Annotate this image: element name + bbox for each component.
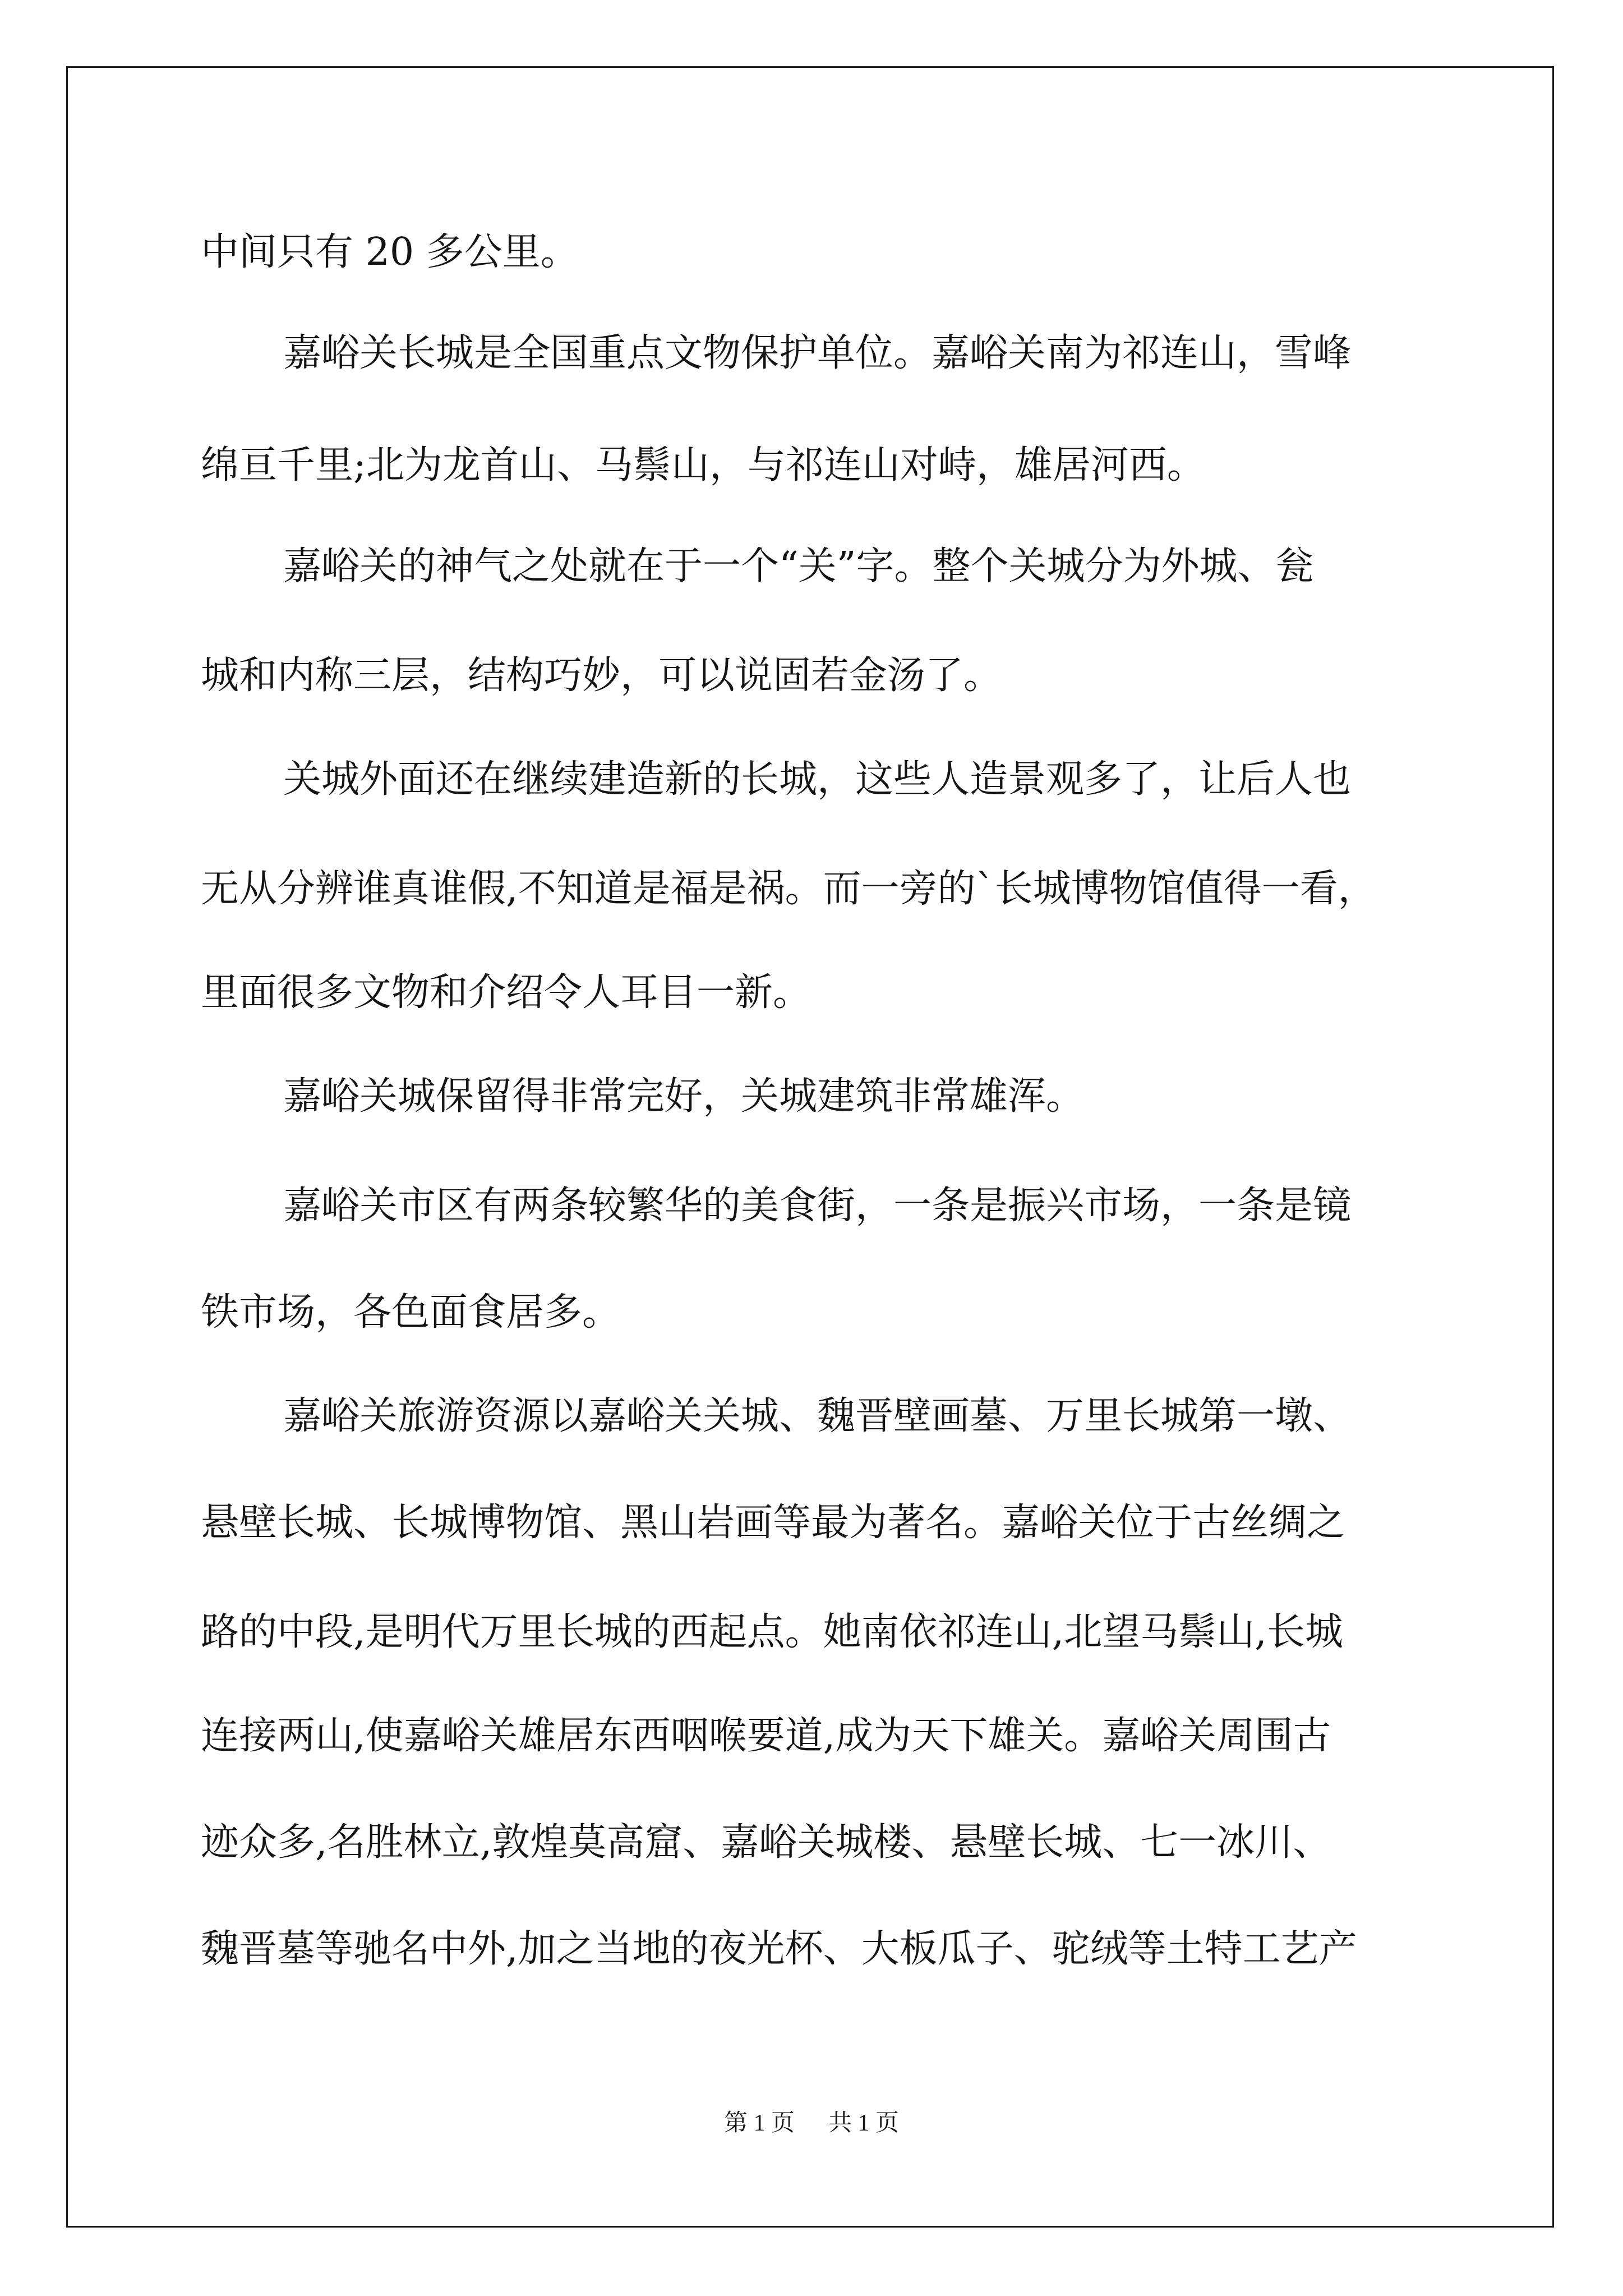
page-number-current: 第 1 页 — [723, 2110, 795, 2136]
text-line-16: 迹众多,名胜林立,敦煌莫高窟、嘉峪关城楼、悬壁长城、七一冰川、 — [201, 1820, 1331, 1865]
text-line-14: 路的中段,是明代万里长城的西起点。她南依祁连山,北望马鬃山,长城 — [201, 1610, 1343, 1654]
text-line-9: 嘉峪关城保留得非常完好，关城建筑非常雄浑。 — [283, 1074, 1085, 1119]
text-line-17: 魏晋墓等驰名中外,加之当地的夜光杯、大板瓜子、驼绒等土特工艺产 — [201, 1927, 1357, 1971]
text-line-3: 绵亘千里;北为龙首山、马鬃山，与祁连山对峙，雄居河西。 — [201, 443, 1205, 487]
page-number-total: 共 1 页 — [828, 2110, 900, 2136]
text-line-7: 无从分辨谁真谁假,不知道是福是祸。而一旁的`长城博物馆值得一看， — [201, 867, 1376, 911]
page-border — [66, 66, 1554, 2228]
text-line-4: 嘉峪关的神气之处就在于一个“关”字。整个关城分为外城、瓮 — [283, 544, 1314, 588]
text-line-12: 嘉峪关旅游资源以嘉峪关关城、魏晋壁画墓、万里长城第一墩、 — [283, 1394, 1352, 1438]
text-line-6: 关城外面还在继续建造新的长城，这些人造景观多了，让后人也 — [283, 757, 1352, 802]
page-footer — [0, 2109, 1623, 2137]
text-line-13: 悬壁长城、长城博物馆、黑山岩画等最为著名。嘉峪关位于古丝绸之 — [201, 1501, 1345, 1545]
text-line-15: 连接两山,使嘉峪关雄居东西咽喉要道,成为天下雄关。嘉峪关周围古 — [201, 1714, 1331, 1758]
text-line-1: 中间只有 20 多公里。 — [201, 230, 579, 274]
text-line-11: 铁市场，各色面食居多。 — [201, 1290, 621, 1335]
text-line-8: 里面很多文物和介绍令人耳目一新。 — [201, 970, 811, 1015]
text-line-10: 嘉峪关市区有两条较繁华的美食街，一条是振兴市场，一条是镜 — [283, 1184, 1352, 1228]
text-line-5: 城和内称三层，结构巧妙，可以说固若金汤了。 — [201, 654, 1002, 698]
text-line-2: 嘉峪关长城是全国重点文物保护单位。嘉峪关南为祁连山，雪峰 — [283, 331, 1352, 375]
